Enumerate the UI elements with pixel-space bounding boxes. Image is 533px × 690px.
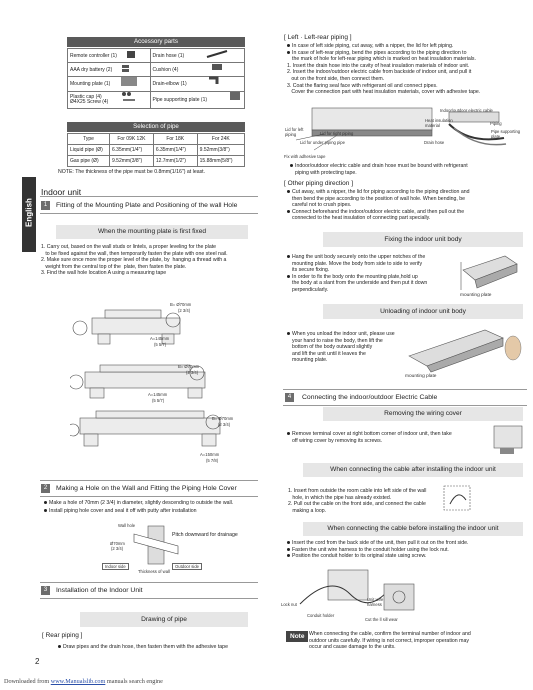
wall-hole-label: Wall hole <box>118 523 136 528</box>
cut-label: Cut the ll sill wear <box>365 617 398 622</box>
hole-2-left <box>70 375 83 389</box>
after-line-3: 2. Pull out the cable on the front side, and connect the cable <box>288 501 426 508</box>
after-line-4: making a loop. <box>288 507 327 514</box>
pitch-label: Pitch downward for drainage <box>172 532 238 538</box>
section-4-title: Connecting the indoor/outdoor Electric Cable <box>302 394 438 401</box>
drain-elbow-icon <box>209 78 217 84</box>
dim-b3-sub: (2 3/4) <box>218 422 231 427</box>
cushion-icon <box>212 64 222 70</box>
dim-a1: A=145mm <box>150 336 170 341</box>
acc-remote: Remote controller (1) <box>68 49 151 63</box>
dim-a2: A=145mm <box>148 392 168 397</box>
fix-line-3: its secure fixing. <box>292 267 330 274</box>
section-3-rule <box>40 598 258 599</box>
bullet-text: Draw pipes and the drain hose, then fasten them with the adhesive tape <box>63 644 228 650</box>
section-2-rule <box>40 496 258 497</box>
section-1-rule <box>40 213 258 214</box>
rear-piping-bullet <box>58 644 268 651</box>
pipe-gas-18k: 12.7mm(1/2") <box>153 156 197 167</box>
section-3-top-rule <box>40 582 258 583</box>
section-2-number: 2 <box>41 484 50 493</box>
outdoor-side-label: Outdoor side <box>172 563 202 570</box>
footer <box>4 678 163 685</box>
left-line-2: In case of left-rear piping, bend the pipes according to the piping direction to <box>287 50 527 57</box>
fixing-figure <box>455 250 525 295</box>
left-line-3: the mark of hole for left-rear piping which is marked on heat insulation materials. <box>292 56 476 63</box>
heading-rule <box>40 196 258 197</box>
pipe-header: Selection of pipe <box>67 122 245 132</box>
fixing-text <box>287 254 447 294</box>
unload-line-3: bottom of the body outward slightly <box>292 344 373 351</box>
note-line-2: outdoor units carefully. If wiring is not correct, improper operation may <box>309 637 469 644</box>
fig-lid-right: Lid for right piping <box>320 131 354 136</box>
dim-a3-sub: (5 7/8) <box>206 458 219 463</box>
left-line-8: Cover the connection part with heat insulation materials, cover with adhesive tape. <box>287 89 481 96</box>
before-line-3: Position the conduit holder to its original state using screw. <box>287 553 527 560</box>
fix-line-5: the body at a slant from the underside and then put it down <box>292 280 428 287</box>
fig-piping: Piping <box>490 121 502 126</box>
unloading-figure <box>405 326 525 374</box>
dim-a1-sub: (5 5/7) <box>154 342 167 347</box>
pipe-note: NOTE: The thickness of the pipe must be 0.8mm(1/16") at least. <box>58 169 206 175</box>
indoor-unit-heading: Indoor unit <box>41 187 82 197</box>
mounting-plate-label-1: mounting plate <box>460 293 492 298</box>
section-2-bullet-2 <box>44 508 262 515</box>
fig-cable: Indoor/outdoor electric cable <box>440 108 493 113</box>
cable-note <box>290 163 528 176</box>
fig-lid-under: Lid for under piping pipe <box>300 140 345 145</box>
after-install-bar: When connecting the cable after installing the indoor unit <box>303 463 523 477</box>
left-piping-text <box>287 43 527 96</box>
wire-harness-figure <box>280 564 440 628</box>
pipe-table <box>67 133 245 167</box>
hole-diameter-sub: (2 3/4) <box>111 546 124 551</box>
mounting-plate-label-2: mounting plate <box>405 374 437 379</box>
pipe-gas-24k: 15.88mm(5/8") <box>197 156 244 167</box>
acc-drain-elbow: Drain-elbow (1) <box>150 77 244 92</box>
lock-nut-label: Lock nut <box>281 602 297 607</box>
note-line-1: When connecting the cable, confirm the terminal number of indoor and <box>309 631 471 637</box>
dim-b1: B= Ø70mm <box>170 302 192 307</box>
section-2-title: Making a Hole on the Wall and Fitting the Piping Hole Cover <box>56 485 237 492</box>
left-line-7: 3. Coat the flaring seal face with refrigerant oil and connect pipes. <box>287 82 438 89</box>
remote-icon <box>127 51 135 58</box>
before-install-text <box>287 540 527 560</box>
unload-line-5: mounting plate. <box>292 357 328 364</box>
cable-note-1: Indoor/outdoor electric cable and drain hose must be bound with refrigerant <box>290 163 528 170</box>
fix-line-6: perpendicularly. <box>292 286 329 293</box>
fig-support: Pipe supporting plate <box>491 129 521 139</box>
acc-drain-hose: Drain hose (1) <box>150 49 244 63</box>
fixing-bar: Fixing the indoor unit body <box>323 232 523 247</box>
wiring-line-2: off wiring cover by removing its screws. <box>292 437 383 444</box>
other-piping-text <box>287 189 527 222</box>
cable-note-2: piping with protecting tape. <box>295 169 357 176</box>
conduit-holder-label: Conduit holder <box>307 613 335 618</box>
drawing-pipe-bar: Drawing of pipe <box>80 612 248 627</box>
mounting-plate-icon <box>121 77 137 86</box>
other-line-2: then bend the pipe according to the position of wall hole. When bending, be <box>292 195 466 202</box>
accessory-header: Accessory parts <box>67 37 245 47</box>
footer-suffix: manuals search engine <box>105 678 163 685</box>
hole-diameter: Ø70mm <box>110 541 125 546</box>
thickness-label: Thickness of wall <box>138 569 170 574</box>
before-line-2: Fasten the unit wire harness to the conduit holder using the lock nut. <box>287 547 527 554</box>
fix-line-4: In order to fix the body onto the mounting plate,hold up <box>287 274 447 281</box>
section-4-top-rule <box>283 389 527 390</box>
fig-drain: Drain hose <box>424 140 445 145</box>
pipe-col-09k: For 09K 12K <box>110 134 154 145</box>
left-line-6: out on the front side, then connect them. <box>287 75 385 82</box>
cap-icon-2 <box>127 92 131 96</box>
pipe-col-24k: For 24K <box>197 134 244 145</box>
dim-a2-sub: (5 5/7) <box>152 398 165 403</box>
pipe-liquid-label: Liquid pipe (Ø) <box>68 145 110 156</box>
section-4-number: 4 <box>285 393 294 402</box>
other-line-1: Cut away, with a nipper, the lid for piping according to the piping direction and <box>287 189 527 196</box>
step-2a: 2. Make sure once more the proper level of the plate, by hanging a thread with a <box>41 257 227 264</box>
dim-b2-sub: (2 3/4) <box>186 370 199 375</box>
unload-line-2: your hand to raise the body, then lift the <box>292 337 383 344</box>
dim-b1-sub: (2 3/4) <box>178 308 191 313</box>
battery-icon <box>122 65 129 68</box>
pipe-liquid-24k: 9.52mm(3/8") <box>197 145 244 156</box>
before-install-bar: When connecting the cable before installing the indoor unit <box>303 522 523 536</box>
indoor-side-label: Indoor side <box>102 563 129 570</box>
unload-line-4: and lift the unit until it leaves the <box>292 350 366 357</box>
dim-b3: B= Ø70mm <box>212 416 234 421</box>
acc-pipe-support: Pipe supporting plate (1) <box>150 92 244 109</box>
section-2-bullet-1 <box>44 500 262 507</box>
other-line-3: careful not to crush pipes. <box>292 202 352 209</box>
section-2-top-rule <box>40 480 258 481</box>
wire-harness-label: Unit wire harness <box>367 597 384 607</box>
pipe-col-18k: For 18K <box>153 134 197 145</box>
section-1-number: 1 <box>41 201 50 210</box>
note-tag: Note <box>286 631 308 642</box>
section-1-title: Fitting of the Mounting Plate and Positioning of the wall Hole <box>56 202 238 209</box>
pipe-liquid-18k: 6.35mm(1/4") <box>153 145 197 156</box>
footer-prefix: Downloaded from <box>4 678 51 685</box>
step-3: 3. Find the wall hole location A using a measuring tape <box>41 270 167 277</box>
unload-line-1: When you unload the indoor unit, please use <box>287 331 427 338</box>
pipe-gas-label: Gas pipe (Ø) <box>68 156 110 167</box>
after-install-figure <box>440 484 476 514</box>
fig-tape: Fix with adhesive tape <box>284 154 326 159</box>
after-line-2: hole, in which the pipe has already existed. <box>288 494 392 501</box>
left-line-5: 2. Insert the indoor/outdoor electric cable from backside of indoor unit, and pull it <box>287 69 472 76</box>
drain-hose-icon <box>207 51 227 57</box>
acc-mounting-plate: Mounting plate (1) <box>68 77 151 92</box>
fig-lid-left: Lid for left piping <box>285 127 304 137</box>
after-line-1: 1. Insert from outside the room cable into left side of the wall <box>288 488 427 494</box>
section-3-title: Installation of the Indoor Unit <box>56 587 143 594</box>
hole-3-left <box>70 424 79 436</box>
step-1a: 1. Carry out, based on the wall studs or lintels, a proper leveling for the plate <box>41 244 217 250</box>
other-line-5: connected to the heat insulation of connecting part specially. <box>292 215 431 222</box>
acc-cushion: Cushion (4) <box>150 63 244 77</box>
step-1b: to be fixed against the wall, then temporarily fasten the plate with one steel nail. <box>41 250 228 257</box>
step-2b: weight from the central top of the plate, then fasten the plate. <box>41 263 187 270</box>
section-1-steps <box>41 244 259 277</box>
pipe-gas-09k: 9.52mm(3/8") <box>110 156 154 167</box>
wiring-text <box>287 431 487 444</box>
acc-battery: AAA dry battery (2) <box>68 63 151 77</box>
section-3-number: 3 <box>41 586 50 595</box>
manualslib-link[interactable]: www.Manualslib.com <box>50 678 106 685</box>
rear-piping-heading: [ Rear piping ] <box>42 632 83 639</box>
pipe-col-type: Type <box>68 134 110 145</box>
left-piping-heading: [ Left · Left-rear piping ] <box>284 34 352 41</box>
wiring-cover-figure <box>490 422 526 458</box>
note-text <box>309 631 527 651</box>
bullet-text: Make a hole of 70mm (2 3/4) in diameter, slightly descending to outside the wall. <box>49 500 234 506</box>
plate-24k <box>80 411 220 446</box>
mounting-plate-drawing <box>70 290 255 475</box>
bullet-text: Install piping hole cover and seal it off with putty after installation <box>49 508 197 514</box>
note-line-3: occur and cause damage to the units. <box>309 644 396 651</box>
other-piping-heading: [ Other piping direction ] <box>284 180 354 187</box>
acc-cap-screw: Plastic cap (4) Ø4X25 Screw (4) <box>68 92 151 109</box>
page-number: 2 <box>35 657 40 666</box>
before-line-1: Insert the cord from the back side of the unit, then pull it out on the front side. <box>287 540 527 547</box>
section-1-bar: When the mounting plate is first fixed <box>56 225 248 239</box>
pipe-liquid-09k: 6.35mm(1/4") <box>110 145 154 156</box>
unloading-bar: Unloading of indoor unit body <box>323 304 523 319</box>
dim-b2: B= Ø70mm <box>178 364 200 369</box>
language-tab-label: English <box>24 198 34 227</box>
pipe-support-icon <box>230 92 240 100</box>
section-4-rule <box>283 405 527 406</box>
cap-icon <box>122 92 126 96</box>
other-line-4: Connect beforehand the indoor/outdoor electric cable, and then pull out the <box>287 209 527 216</box>
fix-line-2: mounting plate. Move the body from side to side to verify <box>292 260 423 267</box>
fig-heat: Heat insulation material <box>425 118 453 128</box>
battery-icon-2 <box>122 69 129 72</box>
dim-a3: A=150mm <box>200 452 220 457</box>
hole-1-left <box>73 321 87 335</box>
wiring-cover-bar: Removing the wiring cover <box>323 407 523 421</box>
fix-line-1: Hang the unit body securely onto the upper notches of the <box>287 254 447 261</box>
wiring-line-1: Remove terminal cover at right bottom corner of indoor unit, then take <box>287 431 487 438</box>
left-line-4: 1. Insert the drain hose into the cavity of heat insulation materials of indoor unit. <box>287 62 470 69</box>
left-line-1: In case of left side piping, cut away, with a nipper, the lid for left piping. <box>287 43 527 50</box>
accessory-icons <box>67 48 245 106</box>
